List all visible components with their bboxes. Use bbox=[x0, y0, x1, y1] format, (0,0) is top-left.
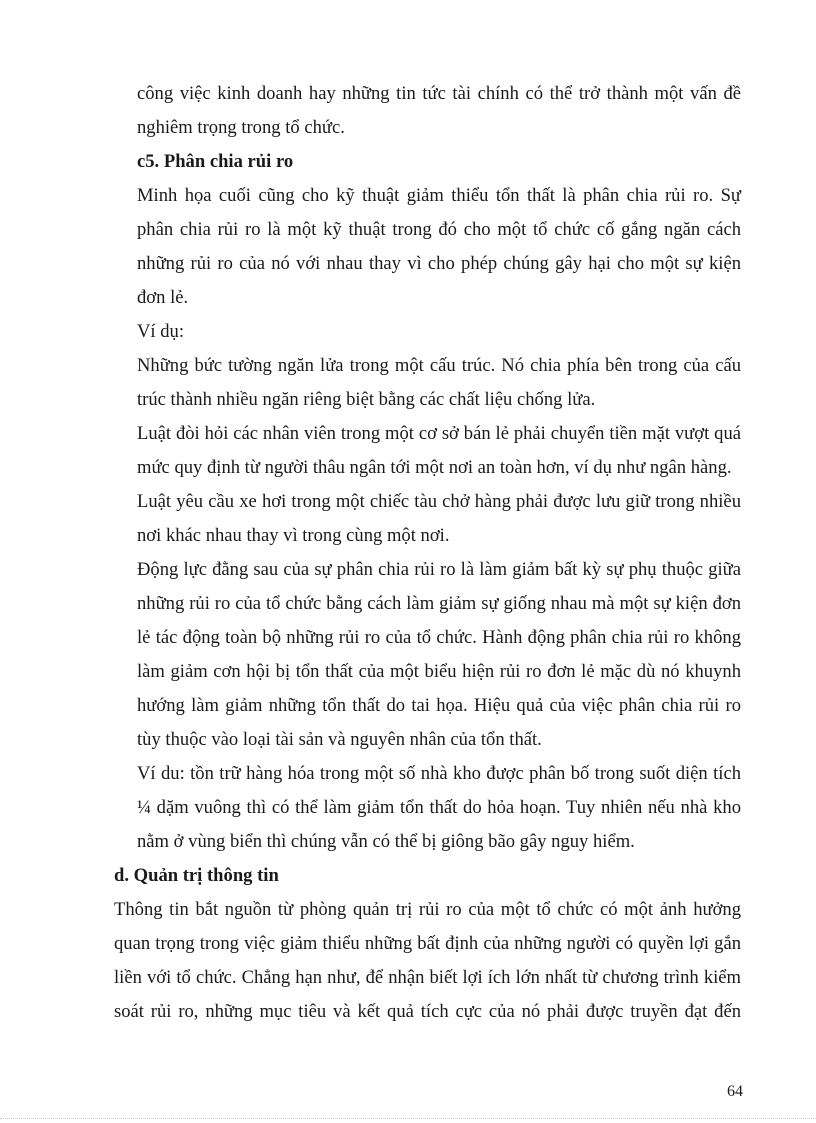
text-line: ¼ dặm vuông thì có thể làm giảm tổn thất do hỏa hoạn. Tuy nhiên nếu nhà kho bbox=[137, 797, 741, 818]
page-number: 64 bbox=[727, 1083, 743, 1100]
text-line: quan trọng trong việc giảm thiểu những bất định của những người có quyền lợi gắn bbox=[114, 933, 741, 954]
text-line: hướng làm giảm những tổn thất do tai họa. Hiệu quả của việc phân chia rủi ro bbox=[137, 695, 741, 716]
text-line: đơn lẻ. bbox=[137, 287, 189, 308]
section-heading-c5: c5. Phân chia rủi ro bbox=[137, 151, 294, 172]
text-line: mức quy định từ người thâu ngân tới một nơi an toàn hơn, ví dụ như ngân hàng. bbox=[137, 457, 732, 478]
text-line: liền với tổ chức. Chẳng hạn như, để nhận biết lợi ích lớn nhất từ chương trình kiểm bbox=[114, 967, 741, 988]
text-line: Minh họa cuối cũng cho kỹ thuật giảm thiểu tổn thất là phân chia rủi ro. Sự bbox=[137, 185, 741, 206]
text-line: trúc thành nhiều ngăn riêng biệt bằng các chất liệu chống lửa. bbox=[137, 389, 596, 410]
text-line: Thông tin bắt nguồn từ phòng quản trị rủi ro của một tổ chức có một ảnh hưởng bbox=[114, 899, 741, 920]
text-line: Luật yêu cầu xe hơi trong một chiếc tàu chở hàng phải được lưu giữ trong nhiều bbox=[137, 491, 741, 512]
text-line: phân chia rủi ro là một kỹ thuật trong đó cho một tổ chức cố gắng ngăn cách bbox=[137, 219, 741, 240]
text-line: nằm ở vùng biển thì chúng vẫn có thể bị giông bão gây nguy hiểm. bbox=[137, 831, 635, 852]
section-heading-d: d. Quản trị thông tin bbox=[114, 865, 279, 886]
text-line: nơi khác nhau thay vì trong cùng một nơi. bbox=[137, 525, 450, 546]
text-line: Luật đòi hỏi các nhân viên trong một cơ sở bán lẻ phải chuyển tiền mặt vượt quá bbox=[137, 423, 741, 444]
text-line: Ví dụ: bbox=[137, 321, 185, 342]
text-line: Những bức tường ngăn lửa trong một cấu trúc. Nó chia phía bên trong của cấu bbox=[137, 355, 741, 376]
text-line: những rủi ro của tổ chức bằng cách làm giảm sự giống nhau mà một sự kiện đơn bbox=[137, 593, 741, 614]
text-line: lẻ tác động toàn bộ những rủi ro của tổ chức. Hành động phân chia rủi ro không bbox=[137, 627, 741, 648]
text-line: soát rủi ro, những mục tiêu và kết quả tích cực của nó phải được truyền đạt đến bbox=[114, 1001, 741, 1022]
text-line: Động lực đằng sau của sự phân chia rủi ro là làm giảm bất kỳ sự phụ thuộc giữa bbox=[137, 559, 741, 580]
text-line: những rủi ro của nó với nhau thay vì cho phép chúng gây hại cho một sự kiện bbox=[137, 253, 741, 274]
text-line: nghiêm trọng trong tổ chức. bbox=[137, 117, 345, 138]
text-line: công việc kinh doanh hay những tin tức tài chính có thể trở thành một vấn đề bbox=[137, 83, 741, 104]
text-line: làm giảm cơn hội bị tổn thất của một biểu hiện rủi ro đơn lẻ mặc dù nó khuynh bbox=[137, 661, 741, 682]
text-line: tùy thuộc vào loại tài sản và nguyên nhân của tổn thất. bbox=[137, 729, 542, 750]
text-line: Ví du: tồn trữ hàng hóa trong một số nhà kho được phân bố trong suốt diện tích bbox=[137, 763, 741, 784]
page-bottom-rule bbox=[0, 1118, 816, 1119]
